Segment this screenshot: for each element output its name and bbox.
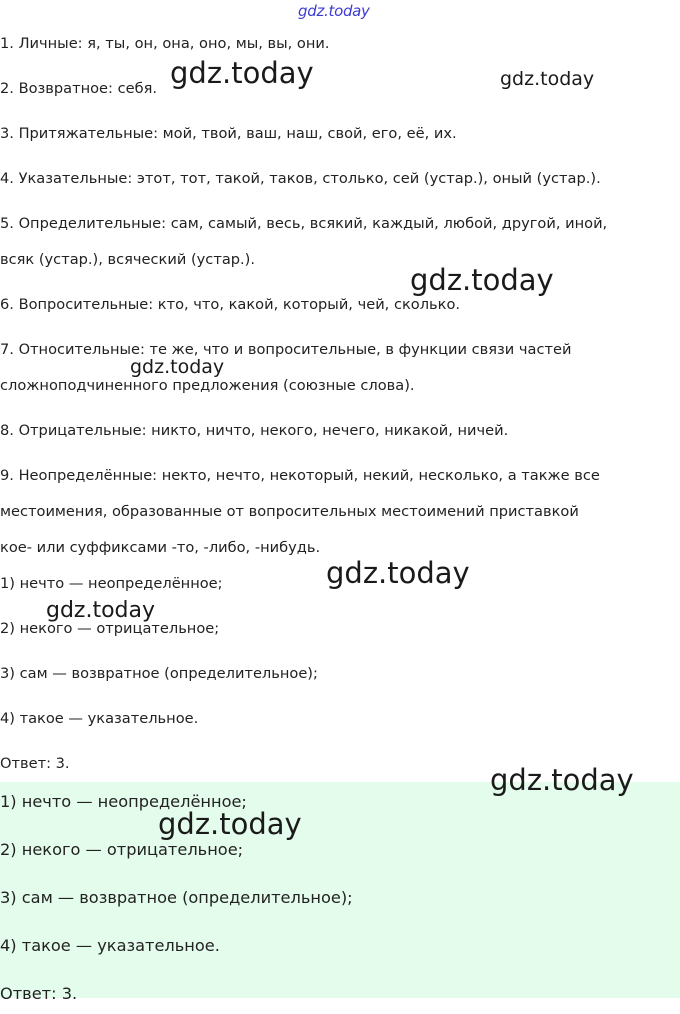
theory-line: местоимения, образованные от вопросительных местоимений приставкой <box>0 503 579 520</box>
watermark: gdz.today <box>158 807 302 841</box>
watermark: gdz.today <box>46 598 156 623</box>
answer-final: Ответ: 3. <box>0 755 70 772</box>
theory-line: всяк (устар.), всяческий (устар.). <box>0 251 256 268</box>
theory-line: 8. Отрицательные: никто, ничто, некого, нечего, никакой, ничей. <box>0 422 509 439</box>
theory-line: кое- или суффиксами -то, -либо, -нибудь. <box>0 539 321 556</box>
theory-line: сложноподчиненного предложения (союзные слова). <box>0 377 415 394</box>
answer-line: 4) такое — указательное. <box>0 710 199 727</box>
theory-line: 1. Личные: я, ты, он, она, оно, мы, вы, они. <box>0 35 330 52</box>
answer-highlight-block <box>0 782 680 1003</box>
theory-line: 4. Указательные: этот, тот, такой, таков, столько, сей (устар.), оный (устар.). <box>0 170 601 187</box>
theory-line: 6. Вопросительные: кто, что, какой, который, чей, сколько. <box>0 296 461 313</box>
answer-line: 3) сам — возвратное (определительное); <box>0 665 318 682</box>
answer-line: 3) сам — возвратное (определительное); <box>0 888 353 907</box>
theory-line: 3. Притяжательные: мой, твой, ваш, наш, свой, его, её, их. <box>0 125 457 142</box>
theory-line: 9. Неопределённые: некто, нечто, некоторый, некий, несколько, а также все <box>0 467 600 484</box>
watermark: gdz.today <box>490 763 634 797</box>
answer-line: 1) нечто — неопределённое; <box>0 792 247 811</box>
answer-line: 2) некого — отрицательное; <box>0 840 244 859</box>
answer-line: 1) нечто — неопределённое; <box>0 575 223 592</box>
site-logo[interactable]: gdz.today <box>298 2 370 20</box>
watermark: gdz.today <box>410 263 554 297</box>
watermark: gdz.today <box>326 556 470 590</box>
theory-line: 7. Относительные: те же, что и вопросительные, в функции связи частей <box>0 341 572 358</box>
theory-line: 5. Определительные: сам, самый, весь, всякий, каждый, любой, другой, иной, <box>0 215 608 232</box>
theory-line: 2. Возвратное: себя. <box>0 80 157 97</box>
answer-final: Ответ: 3. <box>0 984 78 1003</box>
watermark: gdz.today <box>170 56 314 90</box>
answer-line: 4) такое — указательное. <box>0 936 220 955</box>
watermark: gdz.today <box>500 68 595 90</box>
watermark: gdz.today <box>130 356 225 378</box>
answer-line: 2) некого — отрицательное; <box>0 620 220 637</box>
